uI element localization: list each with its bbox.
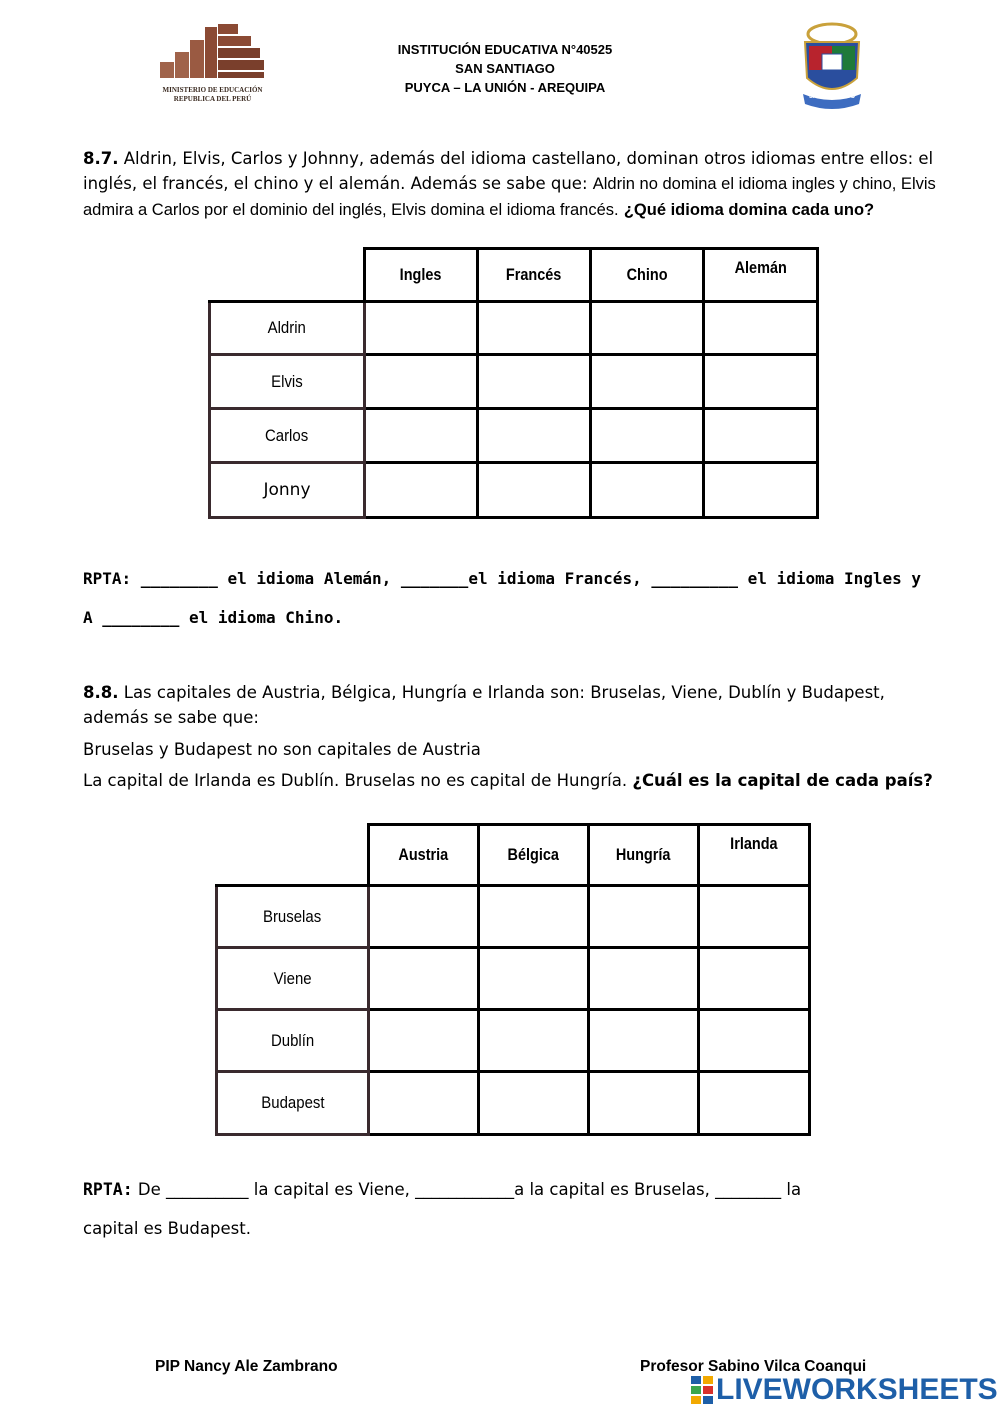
answer-cell[interactable] (369, 886, 479, 948)
table-corner (217, 825, 369, 886)
problem2-statement (83, 680, 943, 730)
table-row (210, 355, 818, 409)
ministry-logo-icon (155, 22, 270, 90)
table-row (217, 1072, 810, 1135)
col-header-belgica: Bélgica (479, 825, 589, 886)
row-header-aldrin: Aldrin (210, 302, 365, 355)
answer-cell[interactable] (478, 409, 591, 463)
problem1-answer-line1[interactable]: RPTA: ________ el idioma Alemán, _______el idioma Francés, _________ el idioma Ingles y (83, 569, 922, 588)
answer-cell[interactable] (365, 463, 478, 518)
col-header-chino: Chino (591, 249, 704, 302)
answer-cell[interactable] (589, 1072, 699, 1135)
ministry-logo (155, 22, 270, 108)
problem2-answer-text[interactable]: De __________ la capital es Viene, ____________a la capital es Bruselas, ________ la (137, 1180, 802, 1199)
table-row (210, 463, 818, 518)
col-header-frances: Francés (478, 249, 591, 302)
ministry-logo-line2: REPUBLICA DEL PERÚ (173, 95, 252, 103)
table-corner (210, 249, 365, 302)
problem2-answer-label: RPTA: (83, 1180, 133, 1199)
answer-cell[interactable] (591, 355, 704, 409)
school-header (340, 40, 670, 97)
answer-cell[interactable] (479, 1010, 589, 1072)
problem2-clue-1: Bruselas y Budapest no son capitales de Austria (83, 740, 481, 759)
table-row (217, 948, 810, 1010)
col-header-austria: Austria (369, 825, 479, 886)
answer-cell[interactable] (704, 302, 818, 355)
col-header-aleman: Alemán (704, 249, 818, 302)
answer-cell[interactable] (699, 886, 810, 948)
answer-cell[interactable] (365, 302, 478, 355)
problem2-number: 8.8. (83, 683, 119, 702)
answer-cell[interactable] (478, 463, 591, 518)
problem2-text-a: Las capitales de Austria, Bélgica, Hungría e Irlanda son: Bruselas, Viene, Dublín y Budapest, además se sabe que: (83, 683, 885, 727)
answer-cell[interactable] (369, 1072, 479, 1135)
row-header-carlos: Carlos (210, 409, 365, 463)
answer-cell[interactable] (704, 463, 818, 518)
row-header-viene: Viene (217, 948, 369, 1010)
answer-cell[interactable] (365, 355, 478, 409)
capitals-table (215, 823, 811, 1136)
answer-cell[interactable] (699, 1072, 810, 1135)
answer-cell[interactable] (479, 1072, 589, 1135)
col-header-ingles: Ingles (365, 249, 478, 302)
col-header-irlanda: Irlanda (699, 825, 810, 886)
footer-author: PIP Nancy Ale Zambrano (155, 1358, 338, 1375)
answer-cell[interactable] (369, 948, 479, 1010)
answer-cell[interactable] (591, 409, 704, 463)
answer-cell[interactable] (589, 886, 699, 948)
answer-cell[interactable] (591, 463, 704, 518)
problem2-text-c: La capital de Irlanda es Dublín. Bruselas no es capital de Hungría. (83, 771, 628, 790)
table-row (217, 886, 810, 948)
ministry-logo-line1: MINISTERIO DE EDUCACIÓN (162, 86, 263, 94)
answer-cell[interactable] (369, 1010, 479, 1072)
problem2-answer-line1[interactable] (83, 1177, 943, 1202)
answer-cell[interactable] (699, 948, 810, 1010)
problem1-question: ¿Qué idioma domina cada uno? (623, 201, 875, 219)
answer-cell[interactable] (589, 1010, 699, 1072)
row-header-bruselas: Bruselas (217, 886, 369, 948)
liveworksheets-text: LIVEWORKSHEETS (716, 1373, 998, 1406)
answer-cell[interactable] (478, 302, 591, 355)
school-crest (797, 20, 867, 112)
crest-banner-text: SAN SANTIAGO (808, 94, 855, 100)
answer-cell[interactable] (478, 355, 591, 409)
answer-cell[interactable] (704, 409, 818, 463)
row-header-jonny: Jonny (210, 463, 365, 518)
answer-cell[interactable] (365, 409, 478, 463)
school-name: INSTITUCIÓN EDUCATIVA N°40525 (397, 42, 613, 57)
footer-teacher: Profesor Sabino Vilca Coanqui (640, 1358, 867, 1375)
problem1-text-b: Aldrin no domina el idioma ingles y chino, Elvis admira a Carlos por el dominio del inglés, Elvis domina el idioma francés. (83, 175, 936, 219)
table-row (210, 302, 818, 355)
answer-cell[interactable] (479, 886, 589, 948)
col-header-hungria: Hungría (589, 825, 699, 886)
table-row (217, 1010, 810, 1072)
problem2-question: ¿Cuál es la capital de cada país? (632, 771, 933, 790)
row-header-budapest: Budapest (217, 1072, 369, 1135)
school-place: SAN SANTIAGO (455, 61, 555, 76)
row-header-dublin: Dublín (217, 1010, 369, 1072)
school-location: PUYCA – LA UNIÓN - AREQUIPA (404, 80, 606, 95)
answer-cell[interactable] (479, 948, 589, 1010)
problem1-text-a: Aldrin, Elvis, Carlos y Johnny, además del idioma castellano, dominan otros idiomas entre ellos: el inglés, el francés, el chino y el alemán. Además se sabe que: (83, 149, 934, 193)
language-table (208, 247, 819, 519)
table-row (210, 409, 818, 463)
answer-cell[interactable] (704, 355, 818, 409)
problem1-statement (83, 146, 943, 223)
problem2-clue-2 (83, 768, 943, 793)
answer-cell[interactable] (591, 302, 704, 355)
liveworksheets-logo-icon (690, 1375, 714, 1405)
problem1-answer-line2[interactable]: A ________ el idioma Chino. (83, 608, 344, 627)
answer-cell[interactable] (589, 948, 699, 1010)
answer-cell[interactable] (699, 1010, 810, 1072)
problem2-answer-line2[interactable]: capital es Budapest. (83, 1219, 251, 1238)
row-header-elvis: Elvis (210, 355, 365, 409)
problem1-number: 8.7. (83, 149, 119, 168)
